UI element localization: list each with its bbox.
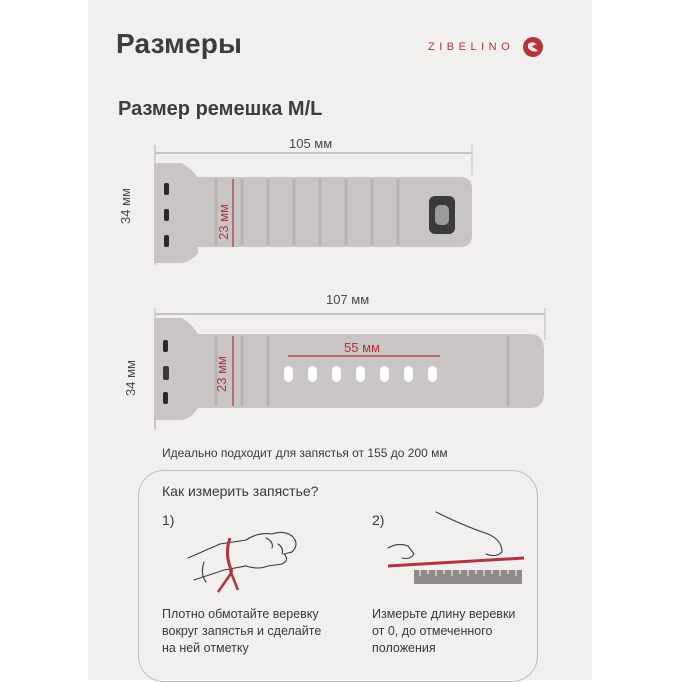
step-2-line-1: Измерьте длину веревки [372,607,516,621]
size-subtitle: Размер ремешка M/L [118,98,323,120]
strap-lug [155,318,198,420]
step-1-line-1: Плотно обмотайте веревку [162,607,319,621]
ruler-measure-illustration-icon [384,508,530,596]
step-1-line-2: вокруг запястья и сделайте [162,624,322,638]
strap-long-drawing [120,300,560,440]
step-2-line-3: положения [372,641,436,655]
strap-lug [155,163,198,263]
step-1-number: 1) [162,512,175,528]
step-2-number: 2) [372,512,385,528]
length-label-long: 107 мм [326,292,370,307]
length-label-short: 105 мм [289,136,333,151]
howto-title: Как измерить запястье? [162,483,319,499]
height-label-long: 34 мм [123,360,138,396]
step-2-text [372,606,562,657]
wrist-wrap-illustration-icon [180,514,310,596]
holes-label: 55 мм [344,340,380,355]
width-label-short: 23 мм [216,204,231,240]
brand-emblem-icon [522,36,544,58]
step-1-line-3: на ней отметку [162,641,249,655]
step-1-text [162,606,352,657]
brand-logo [428,36,544,58]
height-label-short: 34 мм [118,188,133,224]
step-2-line-2: от 0, до отмеченного [372,624,493,638]
strap-short-drawing [120,135,500,275]
wrist-fit-note: Идеально подходит для запястья от 155 до 200 мм [162,446,448,460]
brand-name: ZIBELINO [428,41,515,53]
width-label-long: 23 мм [214,356,229,392]
page-title: Размеры [116,28,243,59]
